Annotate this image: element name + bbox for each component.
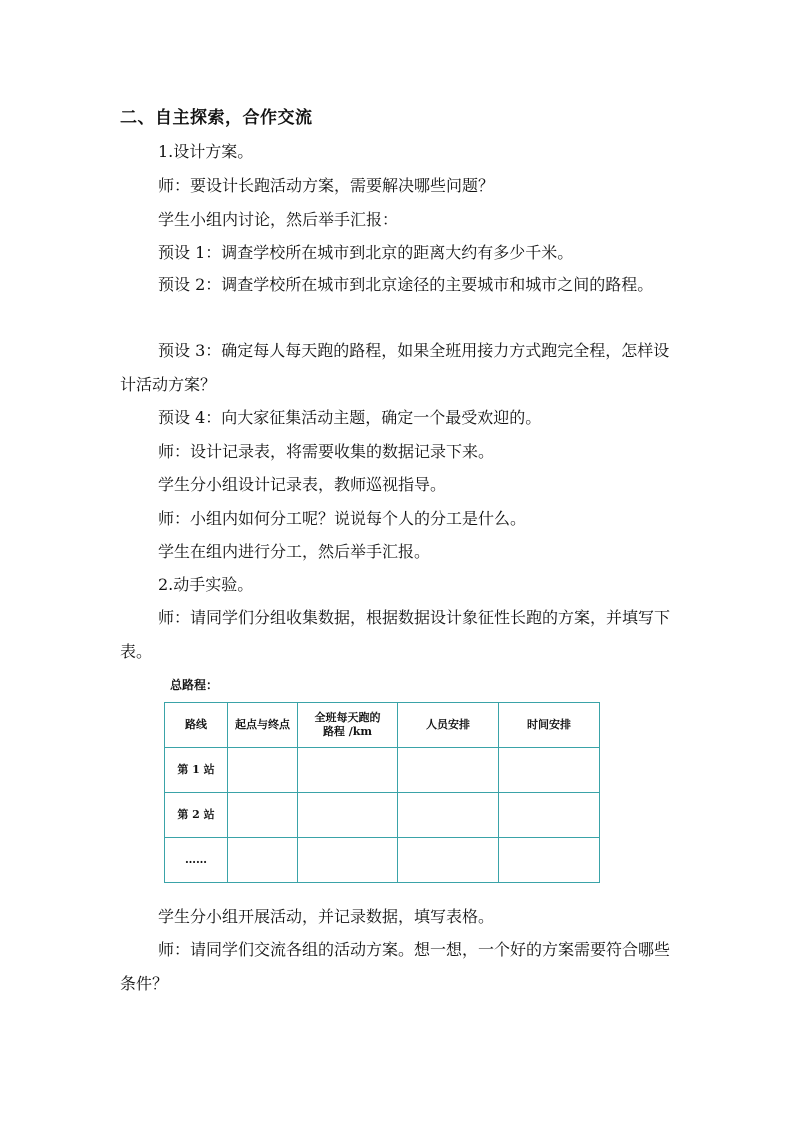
table-cell <box>228 793 298 838</box>
table-cell-route: 第 2 站 <box>165 793 228 838</box>
paragraph-10: 师：小组内如何分工呢？说说每个人的分工是什么。 <box>158 509 527 528</box>
paragraph-15: 师：请同学们交流各组的活动方案。想一想，一个好的方案需要符合哪些条件？ <box>120 940 671 993</box>
table-cell <box>298 838 398 883</box>
column-header-daily-distance: 全班每天跑的路程 /km <box>298 703 398 748</box>
table-cell <box>499 838 600 883</box>
paragraph-9: 学生分小组设计记录表，教师巡视指导。 <box>158 475 447 494</box>
table-cell <box>298 793 398 838</box>
paragraph-6: 预设 3：确定每人每天跑的路程，如果全班用接力方式跑完全程，怎样设计活动方案？ <box>120 341 670 394</box>
column-header-start-end: 起点与终点 <box>228 703 298 748</box>
paragraph-1: 1.设计方案。 <box>158 142 254 161</box>
table-caption: 总路程： <box>170 678 219 692</box>
table-cell <box>298 748 398 793</box>
table-cell <box>398 838 499 883</box>
plan-table <box>164 702 600 883</box>
table-cell <box>228 748 298 793</box>
table-cell <box>499 748 600 793</box>
table-row <box>165 838 600 883</box>
table-header-row <box>165 703 600 748</box>
column-header-route: 路线 <box>165 703 228 748</box>
section-heading: 二、自主探索，合作交流 <box>120 108 313 128</box>
paragraph-13: 师：请同学们分组收集数据，根据数据设计象征性长跑的方案，并填写下表。 <box>120 608 671 661</box>
paragraph-3: 学生小组内讨论，然后举手汇报： <box>158 210 399 229</box>
table-cell <box>228 838 298 883</box>
table-cell-route: 第 1 站 <box>165 748 228 793</box>
table-row <box>165 748 600 793</box>
paragraph-8: 师：设计记录表，将需要收集的数据记录下来。 <box>158 442 495 461</box>
table-cell <box>398 793 499 838</box>
paragraph-7: 预设 4：向大家征集活动主题，确定一个最受欢迎的。 <box>158 408 542 427</box>
table-cell-route: …… <box>165 838 228 883</box>
paragraph-11: 学生在组内进行分工，然后举手汇报。 <box>158 542 431 561</box>
paragraph-12: 2.动手实验。 <box>158 575 254 594</box>
paragraph-5: 预设 2：调查学校所在城市到北京途径的主要城市和城市之间的路程。 <box>158 275 654 294</box>
paragraph-4: 预设 1：调查学校所在城市到北京的距离大约有多少千米。 <box>158 243 574 262</box>
paragraph-14: 学生分小组开展活动，并记录数据，填写表格。 <box>158 907 495 926</box>
table-row <box>165 793 600 838</box>
table-cell <box>499 793 600 838</box>
table-cell <box>398 748 499 793</box>
column-header-schedule: 时间安排 <box>499 703 600 748</box>
paragraph-2: 师：要设计长跑活动方案，需要解决哪些问题？ <box>158 176 495 195</box>
column-header-staffing: 人员安排 <box>398 703 499 748</box>
